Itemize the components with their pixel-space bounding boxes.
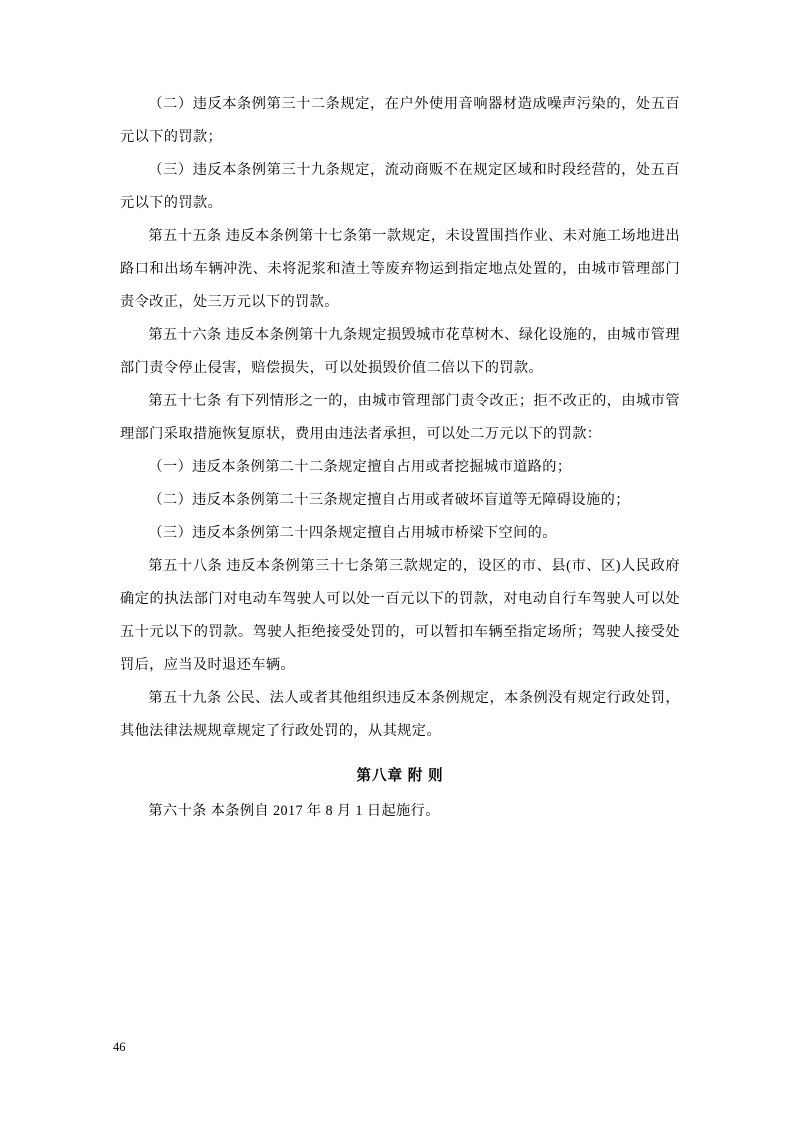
paragraph: 第五十八条 违反本条例第三十七条第三款规定的，设区的市、县(市、区)人民政府确定的执法部门对电动车驾驶人可以处一百元以下的罚款，对电动自行车驾驶人可以处五十元以下的罚款。驾驶人拒绝接受处罚的，可以暂扣车辆至指定场所；驾驶人接受处罚后，应当及时退还车辆。 (120, 558, 680, 673)
paragraph: （一）违反本条例第二十二条规定擅自占用或者挖掘城市道路的； (148, 459, 572, 475)
paragraph: 第五十六条 违反本条例第十九条规定损毁城市花草树木、绿化设施的，由城市管理部门责令停止侵害，赔偿损失，可以处损毁价值二倍以下的罚款。 (120, 327, 680, 376)
paragraph: 第五十九条 公民、法人或者其他组织违反本条例规定，本条例没有规定行政处罚，其他法律法规规章规定了行政处罚的，从其规定。 (120, 690, 680, 739)
paragraph: 第五十七条 有下列情形之一的，由城市管理部门责令改正；拒不改正的，由城市管理部门采取措施恢复原状，费用由违法者承担，可以处二万元以下的罚款： (120, 393, 680, 442)
paragraph: 第五十五条 违反本条例第十七条第一款规定，未设置围挡作业、未对施工场地进出路口和出场车辆冲洗、未将泥浆和渣土等废弃物运到指定地点处置的，由城市管理部门责令改正，处三万元以下的罚款。 (120, 228, 680, 310)
chapter-heading: 第八章 附 则 (356, 768, 444, 784)
paragraph: （三）违反本条例第二十四条规定擅自占用城市桥梁下空间的。 (148, 525, 557, 541)
paragraph: （二）违反本条例第三十二条规定，在户外使用音响器材造成噪声污染的，处五百元以下的罚款； (120, 96, 680, 145)
paragraph: （三）违反本条例第三十九条规定，流动商贩不在规定区域和时段经营的，处五百元以下的罚款。 (120, 162, 680, 211)
paragraph: （二）违反本条例第二十三条规定擅自占用或者破坏盲道等无障碍设施的； (148, 492, 630, 508)
document-body (120, 88, 680, 828)
paragraph: 第六十条 本条例自 2017 年 8 月 1 日起施行。 (148, 803, 440, 819)
page-number: 46 (113, 1040, 126, 1054)
